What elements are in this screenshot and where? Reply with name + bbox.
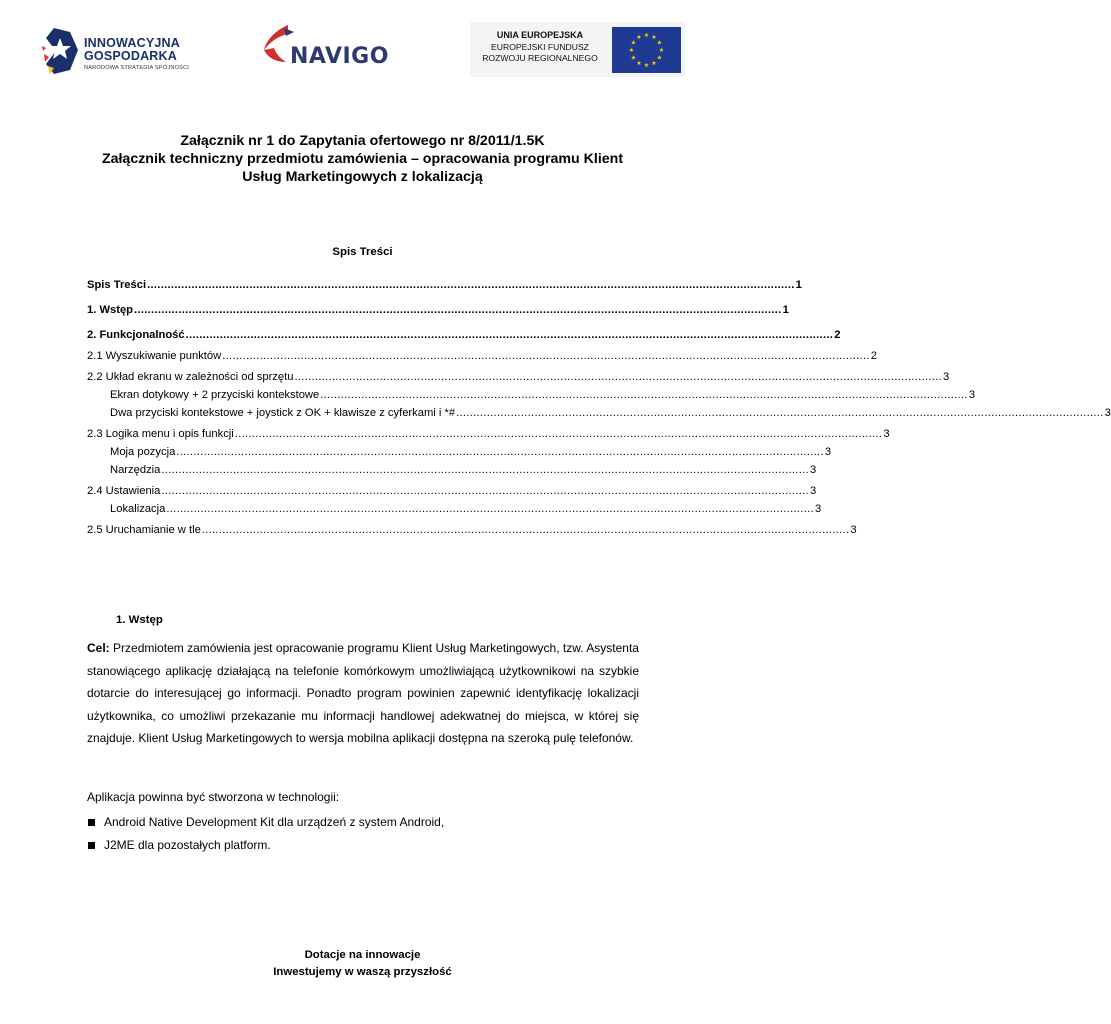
eu-fund-logo — [470, 22, 685, 77]
list-item — [87, 838, 271, 852]
toc-entry-wyszukiwanie[interactable] — [87, 350, 878, 362]
bullet-square-icon — [88, 819, 95, 826]
toc-leader: .............................................................................................................................................................................................. — [161, 485, 809, 497]
svg-text:★: ★ — [643, 62, 650, 69]
bullet-square-icon — [88, 842, 95, 849]
toc-entry-narzedzia[interactable] — [110, 464, 817, 476]
toc-entry-wstep[interactable] — [87, 304, 789, 316]
toc-entry-label: Narzędzia — [110, 464, 161, 476]
navigo-logo — [258, 22, 414, 74]
toc-leader: .............................................................................................................................................................................................. — [134, 304, 782, 316]
title-line-2: Załącznik techniczny przedmiotu zamówienia – opracowania programu Klient — [101, 151, 624, 167]
goal-paragraph — [87, 637, 639, 750]
title-line-1: Załącznik nr 1 do Zapytania ofertowego nr 8/2011/1.5K — [180, 133, 545, 149]
toc-entry-label: 2.2 Układ ekranu w zależności od sprzętu — [87, 371, 294, 383]
toc-entry-label: Spis Treści — [87, 279, 147, 291]
svg-text:★: ★ — [651, 34, 657, 41]
toc-entry-page: 3 — [968, 389, 976, 401]
toc-entry-page: 3 — [850, 524, 857, 536]
svg-text:★: ★ — [630, 39, 637, 47]
svg-text:★: ★ — [658, 47, 665, 54]
toc-entry-page: 3 — [809, 464, 817, 476]
toc-leader: .............................................................................................................................................................................................. — [294, 371, 943, 383]
innowacyjna-gospodarka-logo — [40, 24, 210, 78]
svg-text:★: ★ — [636, 34, 642, 41]
toc-entry-moja-pozycja[interactable] — [110, 446, 832, 458]
svg-text:★: ★ — [656, 54, 663, 62]
section-heading-wstep: 1. Wstęp — [116, 614, 163, 626]
toc-entry-page: 3 — [943, 371, 950, 383]
toc-entry-spis-tresci[interactable] — [87, 279, 802, 291]
toc-entry-label: Ekran dotykowy + 2 przyciski kontekstowe — [110, 389, 320, 401]
toc-entry-label: 2.3 Logika menu i opis funkcji — [87, 428, 234, 440]
toc-leader: .............................................................................................................................................................................................. — [222, 350, 870, 362]
toc-entry-label: Moja pozycja — [110, 446, 176, 458]
title-line-3: Usług Marketingowych z lokalizacją — [242, 169, 483, 185]
toc-entry-label: 1. Wstęp — [87, 304, 134, 316]
svg-text:★: ★ — [628, 47, 635, 54]
toc-entry-page: 2 — [870, 350, 878, 362]
svg-text:★: ★ — [656, 39, 663, 47]
toc-leader: .............................................................................................................................................................................................. — [320, 389, 968, 401]
toc-leader: .............................................................................................................................................................................................. — [185, 329, 834, 341]
eu-line-3: ROZWOJU REGIONALNEGO — [482, 53, 598, 63]
toc-entry-ustawienia[interactable] — [87, 485, 817, 497]
toc-entry-page: 2 — [834, 329, 841, 341]
toc-leader: .............................................................................................................................................................................................. — [456, 407, 1104, 419]
eu-line-2: EUROPEJSKI FUNDUSZ — [491, 41, 589, 52]
navigo-wordmark: NAVIGO — [290, 44, 389, 69]
toc-entry-label: 2.5 Uruchamianie w tle — [87, 524, 201, 536]
toc-entry-page: 3 — [809, 485, 817, 497]
svg-text:★: ★ — [636, 60, 642, 67]
svg-text:★: ★ — [630, 54, 637, 62]
toc-entry-uklad-ekranu[interactable] — [87, 371, 950, 383]
toc-entry-lokalizacja[interactable] — [110, 503, 822, 515]
svg-text:★: ★ — [643, 32, 650, 39]
toc-entry-page: 3 — [883, 428, 890, 440]
toc-entry-funkcjonalnosc[interactable] — [87, 329, 841, 341]
toc-entry-label: Lokalizacja — [110, 503, 166, 515]
list-item — [87, 815, 444, 829]
toc-entry-label: 2. Funkcjonalność — [87, 329, 185, 341]
toc-leader: .............................................................................................................................................................................................. — [201, 524, 850, 536]
star-emblem-icon — [40, 24, 82, 78]
toc-entry-page: 1 — [795, 279, 802, 291]
technology-intro: Aplikacja powinna być stworzona w technologii: — [87, 790, 340, 804]
toc-leader: .............................................................................................................................................................................................. — [234, 428, 883, 440]
toc-entry-page: 3 — [1104, 407, 1111, 419]
list-item-text: J2ME dla pozostałych platform. — [104, 838, 271, 852]
eu-flag-icon — [612, 27, 681, 73]
eu-line-1: UNIA EUROPEJSKA — [496, 30, 584, 40]
toc-entry-label: Dwa przyciski kontekstowe + joystick z OK + klawisze z cyferkami i *# — [110, 407, 456, 419]
toc-leader: .............................................................................................................................................................................................. — [176, 446, 824, 458]
toc-heading: Spis Treści — [332, 246, 393, 258]
toc-leader: .............................................................................................................................................................................................. — [161, 464, 809, 476]
toc-leader: .............................................................................................................................................................................................. — [147, 279, 795, 291]
svg-text:★: ★ — [651, 60, 657, 67]
toc-leader: .............................................................................................................................................................................................. — [166, 503, 814, 515]
toc-entry-uruchamianie[interactable] — [87, 524, 857, 536]
goal-label: Cel: — [87, 641, 110, 655]
toc-entry-page: 3 — [814, 503, 822, 515]
toc-entry-dwa-przyciski[interactable] — [110, 407, 1111, 419]
footer-line-2: Inwestujemy w waszą przyszłość — [273, 966, 452, 978]
toc-entry-label: 2.4 Ustawienia — [87, 485, 161, 497]
goal-text: Przedmiotem zamówienia jest opracowanie programu Klient Usług Marketingowych, tzw. Asystenta stanowiącego aplikację działającą na telefonie komórkowym umożliwiającą użytkownikowi na szybkie dotarcie do interesującej go informacji. Ponadto program powinien zapewnić identyfikację lokalizacji użytkownika, co umożliwi przekazanie mu informacji handlowej adekwatnej do miejsca, w której się znajduje. Klient Usług Marketingowych to wersja mobilna aplikacji dostępna na szeroką pulę telefonów. — [87, 641, 639, 746]
toc-entry-label: 2.1 Wyszukiwanie punktów — [87, 350, 222, 362]
toc-entry-page: 1 — [782, 304, 789, 316]
footer-line-1: Dotacje na innowacje — [304, 949, 421, 961]
logo-subtitle: NARODOWA STRATEGIA SPÓJNOŚCI — [84, 65, 190, 71]
list-item-text: Android Native Development Kit dla urządzeń z system Android, — [104, 815, 445, 829]
toc-entry-ekran-dotykowy[interactable] — [110, 389, 976, 401]
document-title — [60, 132, 665, 186]
logo-line-2: GOSPODARKA — [84, 49, 177, 63]
toc-entry-logika-menu[interactable] — [87, 428, 890, 440]
toc-entry-page: 3 — [824, 446, 832, 458]
logo-line-1: INNOWACYJNA — [84, 36, 180, 50]
